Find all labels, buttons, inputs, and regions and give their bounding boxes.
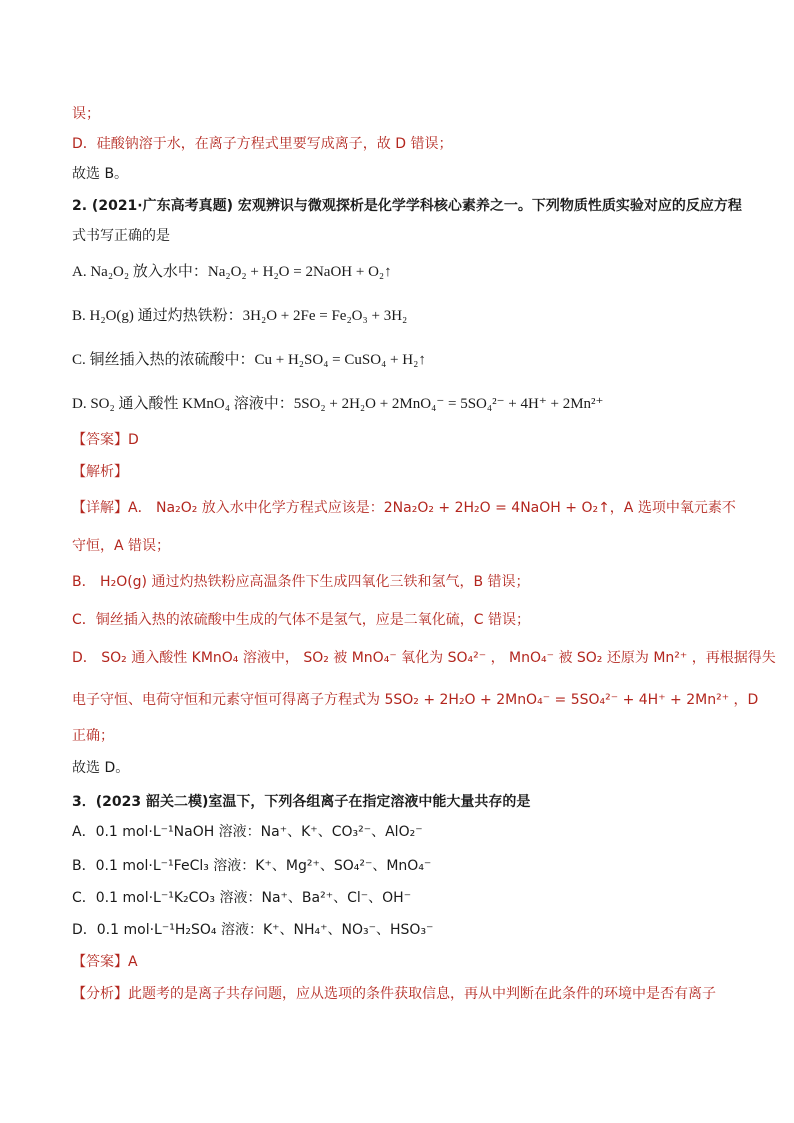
text-line: 误； xyxy=(72,106,100,122)
option-d: D．0.1 mol·L⁻¹H₂SO₄ 溶液：K⁺、NH₄⁺、NO₃⁻、HSO₃⁻ xyxy=(72,922,434,938)
question-2-stem: 式书写正确的是 xyxy=(72,228,170,244)
option-c: C. 铜丝插入热的浓硫酸中：Cu + H₂SO₄ = CuSO₄ + H₂↑ xyxy=(72,352,426,368)
answer-label: 【答案】A xyxy=(72,954,138,970)
explanation-line: 守恒，A 错误； xyxy=(72,538,171,554)
explanation-line: B． H₂O(g) 通过灼热铁粉应高温条件下生成四氧化三铁和氢气，B 错误； xyxy=(72,574,530,590)
question-2-stem: 2. (2021·广东高考真题) 宏观辨识与微观探析是化学学科核心素养之一。下列物质性质实验对应的反应方程 xyxy=(72,198,742,214)
explanation-line: C．铜丝插入热的浓硫酸中生成的气体不是氢气，应是二氧化硫，C 错误； xyxy=(72,612,530,628)
option-b: B. H₂O(g) 通过灼热铁粉：3H₂O + 2Fe = Fe₂O₃ + 3H₂ xyxy=(72,308,408,324)
analysis-line: 【分析】此题考的是离子共存问题，应从选项的条件获取信息，再从中判断在此条件的环境中是否有离子 xyxy=(72,986,716,1002)
explanation-line: 电子守恒、电荷守恒和元素守恒可得离子方程式为 5SO₂ + 2H₂O + 2MnO₄⁻ = 5SO₄²⁻ + 4H⁺ + 2Mn²⁺ ，D xyxy=(72,692,759,708)
question-3-stem: 3．(2023 韶关二模)室温下，下列各组离子在指定溶液中能大量共存的是 xyxy=(72,794,531,810)
explanation-line: 【详解】A． Na₂O₂ 放入水中化学方程式应该是：2Na₂O₂ + 2H₂O = 4NaOH + O₂↑，A 选项中氧元素不 xyxy=(72,500,736,516)
option-a: A. Na₂O₂ 放入水中：Na₂O₂ + H₂O = 2NaOH + O₂↑ xyxy=(72,264,392,280)
option-c: C．0.1 mol·L⁻¹K₂CO₃ 溶液：Na⁺、Ba²⁺、Cl⁻、OH⁻ xyxy=(72,890,412,906)
text-line: 故选 B。 xyxy=(72,166,129,182)
answer-label: 【答案】D xyxy=(72,432,139,448)
option-d: D. SO₂ 通入酸性 KMnO₄ 溶液中：5SO₂ + 2H₂O + 2MnO₄⁻ = 5SO₄²⁻ + 4H⁺ + 2Mn²⁺ xyxy=(72,396,604,412)
text-line: 故选 D。 xyxy=(72,760,130,776)
text-line: D．硅酸钠溶于水，在离子方程式里要写成离子，故 D 错误； xyxy=(72,136,453,152)
analysis-label: 【解析】 xyxy=(72,464,128,480)
option-a: A．0.1 mol·L⁻¹NaOH 溶液：Na⁺、K⁺、CO₃²⁻、AlO₂⁻ xyxy=(72,824,423,840)
explanation-line: D． SO₂ 通入酸性 KMnO₄ 溶液中， SO₂ 被 MnO₄⁻ 氧化为 SO₄²⁻ ， MnO₄⁻ 被 SO₂ 还原为 Mn²⁺ ，再根据得失 xyxy=(72,650,776,666)
explanation-line: 正确； xyxy=(72,728,114,744)
option-b: B．0.1 mol·L⁻¹FeCl₃ 溶液：K⁺、Mg²⁺、SO₄²⁻、MnO₄⁻ xyxy=(72,858,432,874)
